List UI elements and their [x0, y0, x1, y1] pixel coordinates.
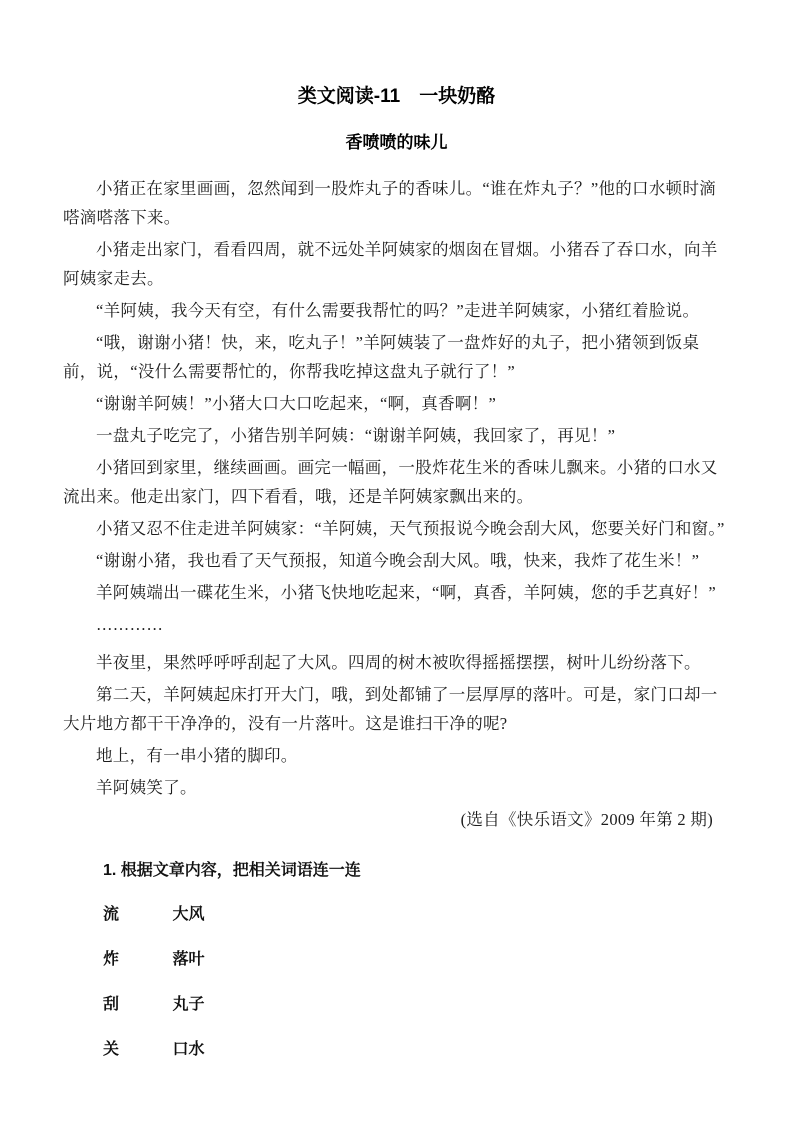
story-paragraph: “哦，谢谢小猪！快，来，吃丸子！”羊阿姨装了一盘炸好的丸子，把小猪领到饭桌前，说，“没什么需要帮忙的，你帮我吃掉这盘丸子就行了！” [63, 333, 700, 381]
match-left-word: 关 [103, 1041, 120, 1058]
story-paragraph: 小猪回到家里，继续画画。画完一幅画，一股炸花生米的香味儿飘来。小猪的口水又流出来。他走出家门，四下看看，哦，还是羊阿姨家飘出来的。 [63, 458, 718, 506]
match-pair-row [103, 1041, 731, 1059]
story-paragraph: 地上，有一串小猪的脚印。 [96, 746, 298, 765]
story-paragraph: “羊阿姨，我今天有空，有什么需要我帮忙的吗？”走进羊阿姨家，小猪红着脸说。 [96, 301, 700, 320]
story-paragraph: “谢谢小猪，我也看了天气预报，知道今晚会刮大风。哦，快来，我炸了花生米！” [96, 551, 700, 570]
story-ellipsis: ………… [96, 615, 164, 634]
match-left-word: 炸 [103, 951, 120, 968]
story-paragraph: 一盘丸子吃完了，小猪告别羊阿姨：“谢谢羊阿姨，我回家了，再见！” [96, 426, 616, 445]
page-title: 类文阅读-11 一块奶酪 [297, 86, 496, 107]
match-pair-row [103, 996, 731, 1014]
story-paragraph: “谢谢羊阿姨！”小猪大口大口吃起来，“啊，真香啊！” [96, 394, 497, 413]
question-1 [63, 861, 731, 1059]
match-left-word: 刮 [103, 996, 120, 1013]
match-right-word: 大风 [172, 906, 205, 923]
story-paragraph: 小猪正在家里画画，忽然闻到一股炸丸子的香味儿。“谁在炸丸子？”他的口水顿时滴嗒滴嗒落下来。 [63, 179, 717, 227]
story-paragraph: 小猪走出家门，看看四周，就不远处羊阿姨家的烟囱在冒烟。小猪吞了吞口水，向羊阿姨家走去。 [63, 240, 718, 288]
story-paragraph: 羊阿姨笑了。 [96, 778, 197, 797]
match-right-word: 丸子 [172, 996, 205, 1013]
match-pair-row [103, 906, 731, 924]
match-right-word: 口水 [172, 1041, 205, 1058]
match-right-word: 落叶 [172, 951, 205, 968]
story-paragraph: 小猪又忍不住走进羊阿姨家：“羊阿姨，天气预报说今晚会刮大风，您要关好门和窗。” [96, 519, 725, 538]
match-pair-row [103, 951, 731, 969]
story-paragraph: 第二天，羊阿姨起床打开大门，哦，到处都铺了一层厚厚的落叶。可是，家门口却一大片地方都干干净净的，没有一片落叶。这是谁扫干净的呢? [63, 685, 718, 733]
page-subtitle: 香喷喷的味儿 [345, 133, 448, 152]
story-body [63, 174, 731, 834]
match-left-word: 流 [103, 906, 120, 923]
source-citation: (选自《快乐语文》2009 年第 2 期) [460, 810, 713, 829]
story-paragraph: 羊阿姨端出一碟花生米，小猪飞快地吃起来，“啊，真香，羊阿姨，您的手艺真好！” [96, 583, 717, 602]
match-pairs [63, 906, 731, 1059]
story-paragraph: 半夜里，果然呼呼呼刮起了大风。四周的树木被吹得摇摇摆摆，树叶儿纷纷落下。 [96, 653, 701, 672]
question-1-label: 1. 根据文章内容，把相关词语连一连 [103, 862, 361, 879]
